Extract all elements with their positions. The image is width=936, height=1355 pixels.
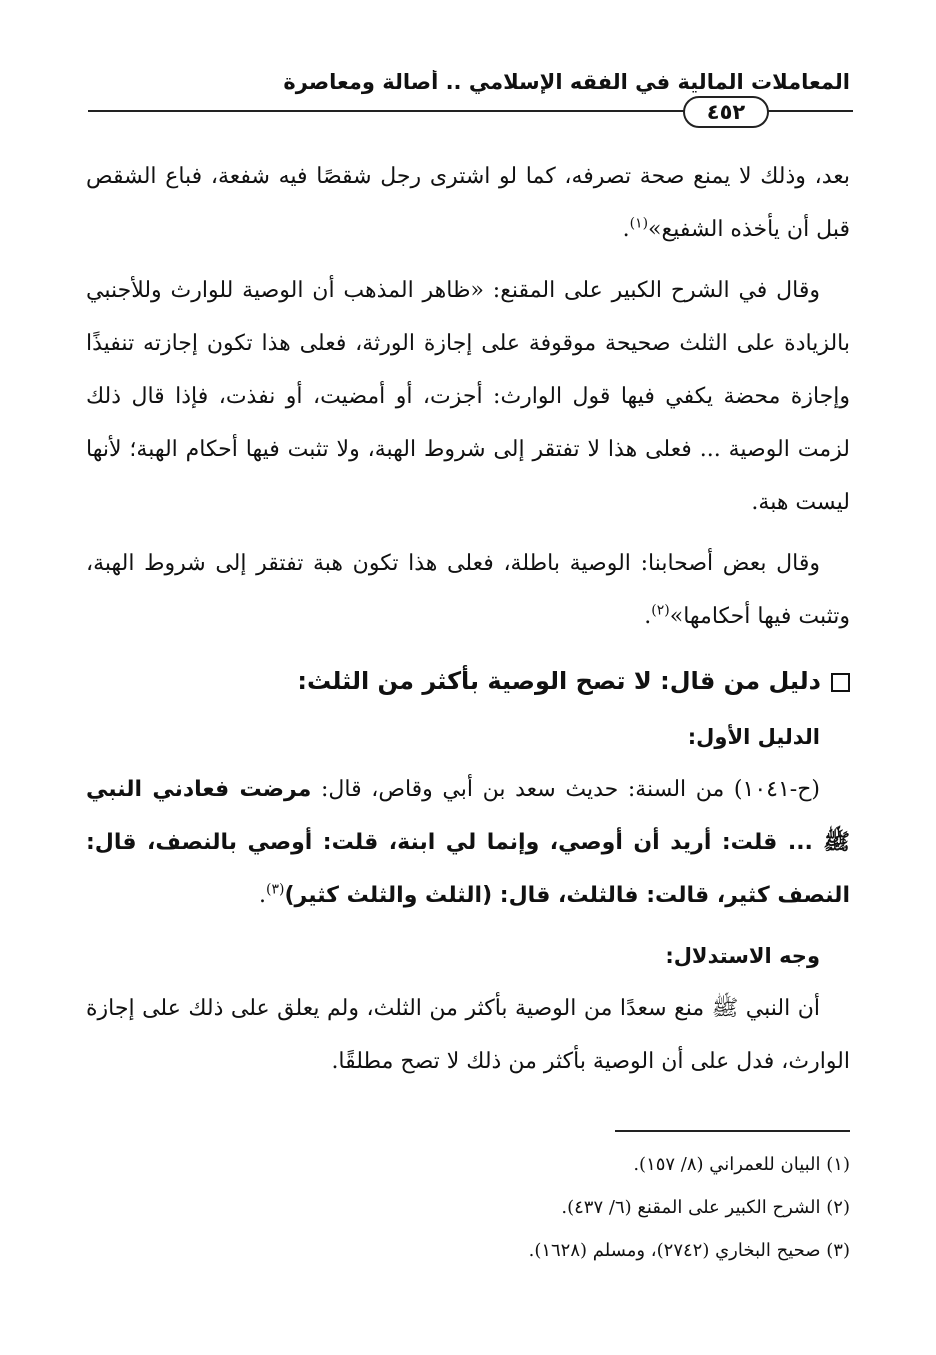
main-text [86,150,850,1096]
footnote-ref: (١) [629,215,649,232]
subheading-inference: وجه الاستدلال: [665,944,820,968]
hadith-text: مرضت فعادني النبي ﷺ ... قلت: أريد أن أوصي، وإنما لي ابنة، قلت: أوصي بالنصف، قال: النصف كثير، قالت: فالثلث، قال: (الثلث والثلث كثير) [86,777,850,908]
paragraph-text: وقال بعض أصحابنا: الوصية باطلة، فعلى هذا تكون هبة تفتقر إلى شروط الهبة، وتثبت فيها أحكامها» [86,551,850,629]
footnote: (١) البيان للعمراني (٨/ ١٥٧). [633,1154,850,1175]
section-heading [86,651,850,711]
footnotes [250,1143,850,1272]
paragraph-text: بعد، وذلك لا يمنع صحة تصرفه، كما لو اشترى رجل شقصًا فيه شفعة، فباع الشقص قبل أن يأخذه الشفيع» [86,164,850,242]
page-number: ٤٥٢ [683,96,769,128]
square-bullet-icon [831,673,850,692]
running-header: المعاملات المالية في الفقه الإسلامي .. أصالة ومعاصرة [283,70,850,94]
paragraph: وقال في الشرح الكبير على المقنع: «ظاهر المذهب أن الوصية للوارث وللأجنبي بالزيادة على الثلث صحيحة موقوفة على إجازة الورثة، فعلى هذا تكون إجازته تنفيذًا وإجازة محضة يكفي فيها قول الوارث: أجزت، أو أمضيت، أو نفذت، فإذا قال ذلك لزمت الوصية ... فعلى هذا لا تفتقر إلى شروط الهبة، ولا تثبت فيها أحكام الهبة؛ لأنها ليست هبة. [86,278,850,515]
paragraph: أن النبي ﷺ منع سعدًا من الوصية بأكثر من الثلث، ولم يعلق على ذلك على إجازة الوارث، فدل على أن الوصية بأكثر من ذلك لا تصح مطلقًا. [86,996,850,1074]
footnote-ref: (٢) [651,602,670,619]
footnote: (٣) صحيح البخاري (٢٧٤٢)، ومسلم (١٦٢٨). [528,1240,850,1261]
footnote-ref: (٣) [266,881,285,898]
hadith-paragraph: (ح-١٠٤١) من السنة: حديث سعد بن أبي وقاص، قال: مرضت فعادني النبي ﷺ ... قلت: أريد أن أوصي، وإنما لي ابنة، قلت: أوصي بالنصف، قال: النصف كثير، قالت: فالثلث، قال: (الثلث والثلث كثير)$^{(٣)}$. [86,777,850,908]
footnote: (٢) الشرح الكبير على المقنع (٦/ ٤٣٧). [561,1197,850,1218]
paragraph: وقال بعض أصحابنا: الوصية باطلة، فعلى هذا تكون هبة تفتقر إلى شروط الهبة، وتثبت فيها أحكامها»$^{(٢)}$. [86,551,850,629]
hadith-intro: (ح-١٠٤١) من السنة: حديث سعد بن أبي وقاص، قال: [321,777,820,802]
footnote-rule [615,1130,850,1132]
subheading-first-proof: الدليل الأول: [687,725,820,749]
section-heading-text: دليل من قال: لا تصح الوصية بأكثر من الثلث: [297,667,821,695]
paragraph: بعد، وذلك لا يمنع صحة تصرفه، كما لو اشترى رجل شقصًا فيه شفعة، فباع الشقص قبل أن يأخذه الشفيع»$^{(١)}$. [86,164,850,242]
